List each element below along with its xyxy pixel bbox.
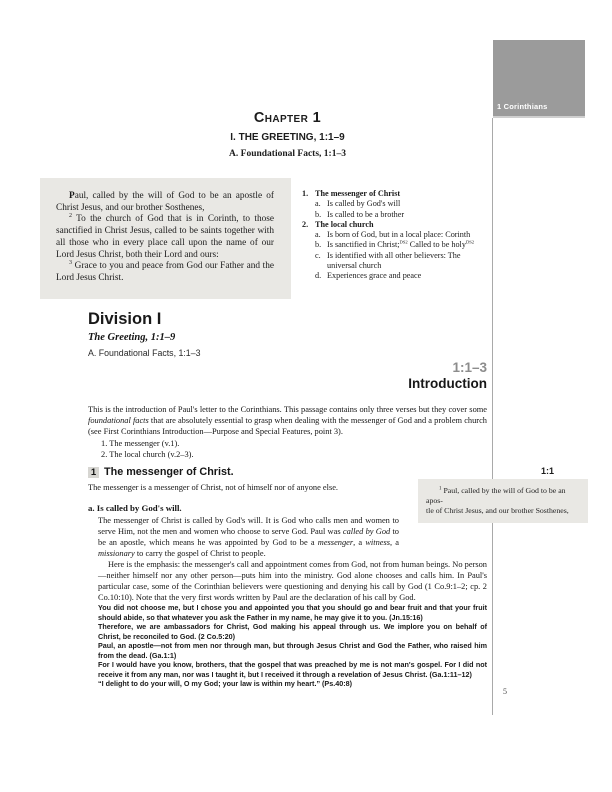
scripture-quote: For I would have you know, brothers, that the gospel that was preached by me is not man's gospel. For I did not receive it from any man, nor was I taught it, but I received it through a revelation of Jesus Christ. (Ga.1:11–12) (98, 660, 487, 679)
text-run: Is called to be a brother (327, 209, 405, 219)
outline-number: 2. (302, 219, 309, 229)
outline-item (302, 220, 490, 230)
scripture-box (40, 178, 291, 299)
text-run: Is sanctified in Christ; (327, 240, 400, 250)
text-run: Called to be holy (407, 240, 466, 250)
passage-ref-block (288, 360, 487, 391)
outline-subitem (315, 199, 490, 209)
subpoint-heading: a. Is called by God's will. (88, 503, 182, 513)
text-run: Is identified with all other believers: The universal church (327, 250, 461, 271)
text-run: Is called by God's will (327, 199, 401, 209)
text-run: aul, called by the will of God to be an apostle of Christ Jesus, and our brother Sosthenes, (56, 191, 274, 213)
scripture-quote: “I delight to do your will, O my God; your law is within my heart.” (Ps.40:8) (98, 679, 352, 688)
text-run-italic: witness (365, 538, 390, 547)
verse-3 (56, 261, 274, 284)
verse-number: 3 (69, 260, 72, 267)
verse-1 (56, 191, 274, 214)
book-bleed-tab (493, 40, 585, 118)
commentary-paragraph: Here is the emphasis: the messenger's call and appointment comes from God, not from human beings. No person—neither himself nor any other person—puts him into the ministry. God alone chooses and calls him. In Paul's particular case, some of the Corinthian believers were questioning and denying his call by God (1 Co.9:1–2; cp. 2 Co.10:10). Note that the very first words written by Paul are the declaration of his call by God. (98, 560, 487, 602)
introduction-body (88, 404, 487, 460)
text-run: Is born of God, but in a local place: Corinth (327, 230, 471, 240)
margin-verse-line: tle of Christ Jesus, and our brother Sosthenes, (426, 505, 569, 515)
text-run: This is the introduction of Paul's letter to the Corinthians. This passage contains only three verses but they cover some (88, 405, 487, 414)
scripture-quote: Therefore, we are ambassadors for Christ, God making his appeal through us. We implore you on behalf of Christ, be reconciled to God. (2 Co.5:20) (98, 622, 487, 641)
verse-number: 2 (69, 213, 72, 220)
deeper-study-ref: DS2 (399, 239, 408, 245)
outline-subitem (315, 251, 490, 272)
outline-subitem (315, 240, 490, 250)
outline-letter: a. (315, 230, 321, 240)
text-run-italic: missionary (98, 549, 135, 558)
deeper-study-ref: DS2 (465, 239, 475, 245)
point-heading (88, 467, 487, 478)
chapter-title: Chapter 1 (253, 110, 322, 126)
section-title: I. THE GREETING, 1:1–9 (230, 132, 345, 143)
chapter-header (88, 110, 487, 159)
margin-rule (492, 118, 493, 715)
passage-ref: 1:1–3 (452, 360, 487, 375)
introduction-paragraph (88, 404, 487, 437)
outline-letter: b. (315, 240, 322, 250)
text-run: , a (353, 538, 366, 547)
text-run (327, 240, 474, 250)
outline-letter: c. (315, 250, 321, 260)
scripture-quote: You did not choose me, but I chose you and appointed you that you should go and bear fruit and that your fruit should abide, so that whatever you ask the Father in my name, he may give it to you. (Jn.15:16) (98, 603, 487, 622)
division-subtitle: The Greeting, 1:1–9 (88, 332, 176, 343)
outline-subitem (315, 271, 490, 281)
text-wrap-spacer (399, 515, 487, 538)
introduction-list (88, 438, 487, 460)
outline-letter: d. (315, 271, 322, 281)
point-number-badge: 1 (88, 467, 99, 478)
division-title: Division I (88, 310, 162, 328)
outline-letter: a. (315, 199, 321, 209)
text-run: that are absolutely essential to grasp when dealing with the messenger of God and a problem church (see First Corinthians Introduction—Purpose and Special Features, point 3). (88, 416, 487, 436)
text-run: Grace to you and peace from God our Father and the Lord Jesus Christ. (56, 261, 274, 283)
outline-label: The messenger of Christ (315, 189, 401, 198)
verse-2 (56, 214, 274, 261)
text-run-italic: foundational facts (88, 416, 149, 425)
introduction-heading: Introduction (408, 376, 487, 391)
outline-label: The local church (315, 219, 374, 229)
point-title: The messenger of Christ. (104, 466, 234, 478)
text-run: Paul, called by the will of God to be an apos- (426, 486, 566, 505)
text-run: P (69, 191, 75, 201)
outline-column (302, 178, 490, 299)
text-run: , a (390, 538, 399, 547)
outline-subitem (315, 210, 490, 220)
scripture-outline-row (40, 178, 490, 299)
intro-list-item: 1. The messenger (v.1). (101, 439, 180, 448)
outline-item (302, 189, 490, 199)
outline-number: 1. (302, 189, 309, 198)
verse-number: 1 (439, 486, 442, 492)
subsection-title: A. Foundational Facts, 1:1–3 (229, 149, 346, 159)
text-run: The messenger of Christ is called by God's will. It is God who calls men and women to serve Him, not the men and women who choose to serve God. Paul was (98, 516, 399, 536)
intro-list-item: 2. The local church (v.2–3). (101, 450, 194, 459)
text-run: to carry the gospel of Christ to people. (134, 549, 266, 558)
margin-verse-ref: 1:1 (540, 466, 554, 476)
commentary-section (88, 467, 487, 689)
text-run-italic: called by God (342, 527, 391, 536)
division-subsection: A. Foundational Facts, 1:1–3 (88, 348, 201, 358)
subpoint-body (98, 515, 487, 689)
commentary-paragraph (98, 515, 487, 559)
scripture-quote: Paul, an apostle—not from men nor through man, but through Jesus Christ and God the Father, who raised him from the dead. (Ga.1:1) (98, 641, 487, 660)
text-run: to be an apostle, which means he was appointed by God to be a (98, 527, 399, 547)
text-run-italic: messenger (317, 538, 354, 547)
text-run: Experiences grace and peace (327, 271, 422, 281)
book-tab-label: 1 Corinthians (497, 102, 548, 111)
division-header (88, 310, 200, 358)
outline-letter: b. (315, 209, 322, 219)
page-number: 5 (503, 687, 507, 696)
point-lead-sentence: The messenger is a messenger of Christ, not of himself nor of anyone else. (88, 483, 339, 492)
text-run: To the church of God that is in Corinth, to those sanctified in Christ Jesus, called to be saints together with all those who in every place call upon the name of our Lord Jesus Christ, both their Lord and ours: (56, 214, 274, 260)
